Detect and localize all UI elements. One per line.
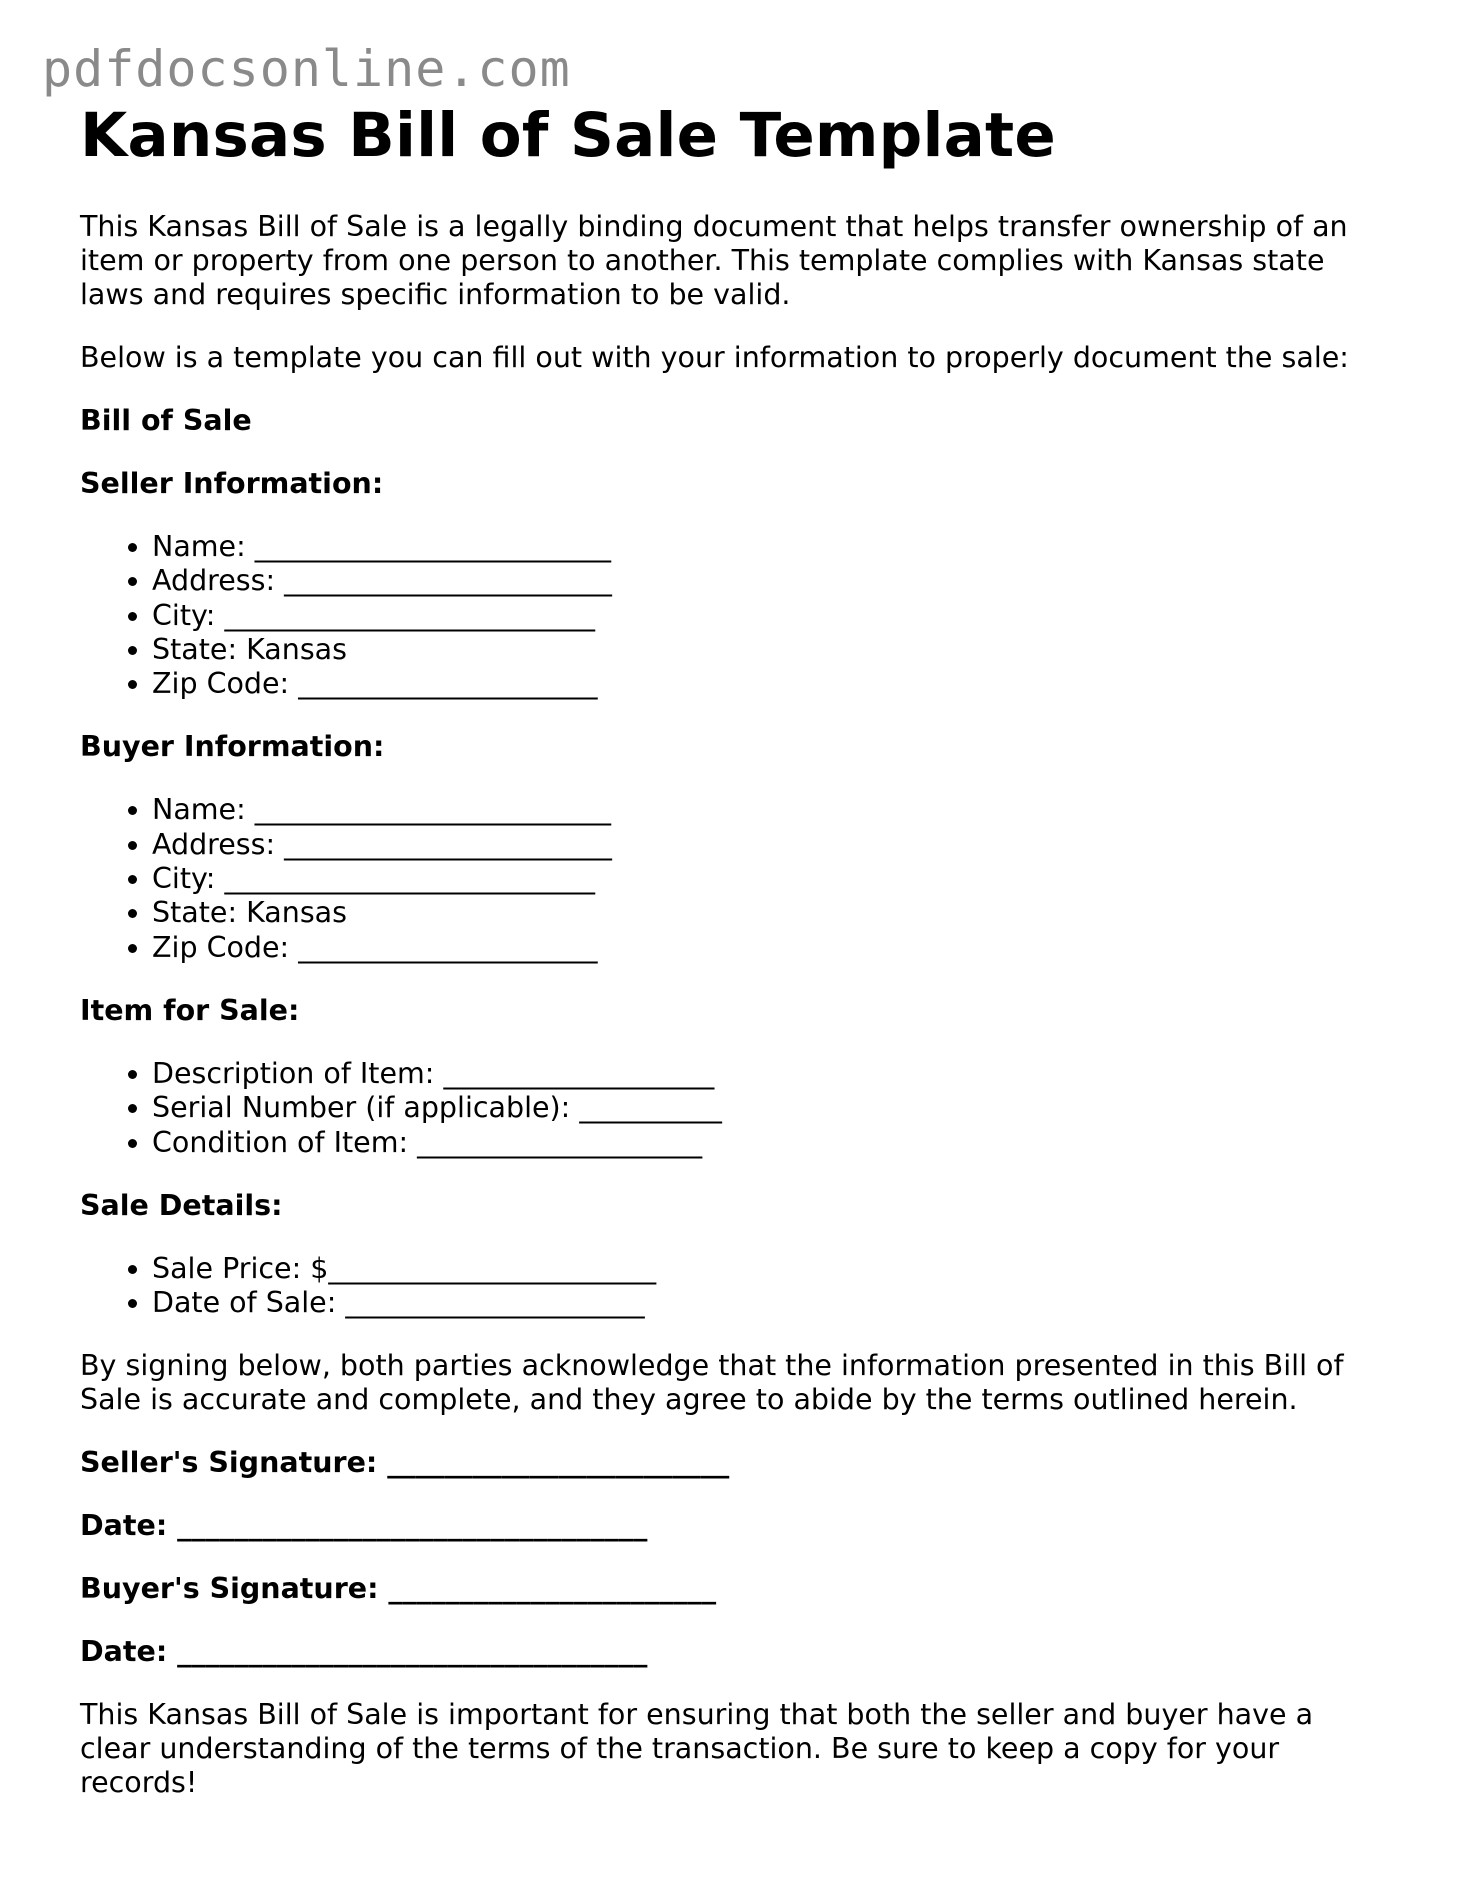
seller-fields <box>80 530 1390 701</box>
instructions-paragraph: Below is a template you can fill out with your information to properly document the sale: <box>80 340 1349 374</box>
item-fields <box>80 1057 1390 1160</box>
seller-city-field: • City: __________________________ <box>152 599 1390 633</box>
buyer-state-field: • State: Kansas <box>152 896 1390 930</box>
buyer-city-field: • City: __________________________ <box>152 862 1390 896</box>
form-title: Bill of Sale <box>80 403 252 437</box>
buyer-heading: Buyer Information: <box>80 730 385 764</box>
sale-heading: Sale Details: <box>80 1188 283 1222</box>
sale-price-field: • Sale Price: $_______________________ <box>152 1252 1390 1286</box>
sale-fields <box>80 1252 1390 1321</box>
acknowledgment-paragraph: By signing below, both parties acknowledge that the information presented in this Bill of Sale is accurate and complete, and they agree to abide by the terms outlined herein. <box>80 1349 1344 1417</box>
seller-name-field: • Name: _________________________ <box>152 530 1390 564</box>
buyer-name-field: • Name: _________________________ <box>152 793 1390 827</box>
item-description-field: • Description of Item: ___________________ <box>152 1057 1390 1091</box>
seller-zip-field: • Zip Code: _____________________ <box>152 667 1390 701</box>
item-condition-field: • Condition of Item: ____________________ <box>152 1126 1390 1160</box>
seller-signature-line: Seller's Signature: ________________________ <box>80 1446 730 1480</box>
buyer-date-line: Date: _________________________________ <box>80 1635 648 1669</box>
seller-address-field: • Address: _______________________ <box>152 564 1390 598</box>
buyer-signature-line: Buyer's Signature: _______________________ <box>80 1572 717 1606</box>
sale-date-field: • Date of Sale: _____________________ <box>152 1286 1390 1320</box>
page-title: Kansas Bill of Sale Template <box>80 100 1056 171</box>
document-page <box>80 100 1390 1829</box>
seller-date-line: Date: _________________________________ <box>80 1509 648 1543</box>
intro-paragraph: This Kansas Bill of Sale is a legally binding document that helps transfer ownership of an item or property from one person to another. This template complies with Kansas state laws and requires specific information to be valid. <box>80 209 1348 311</box>
item-serial-field: • Serial Number (if applicable): __________ <box>152 1091 1390 1125</box>
buyer-fields <box>80 793 1390 964</box>
closing-paragraph: This Kansas Bill of Sale is important for ensuring that both the seller and buyer have a clear understanding of the terms of the transaction. Be sure to keep a copy for your records! <box>80 1698 1314 1800</box>
buyer-zip-field: • Zip Code: _____________________ <box>152 931 1390 965</box>
seller-heading: Seller Information: <box>80 466 384 500</box>
buyer-address-field: • Address: _______________________ <box>152 828 1390 862</box>
seller-state-field: • State: Kansas <box>152 633 1390 667</box>
site-watermark: pdfdocsonline.com <box>42 40 571 98</box>
item-heading: Item for Sale: <box>80 993 300 1027</box>
